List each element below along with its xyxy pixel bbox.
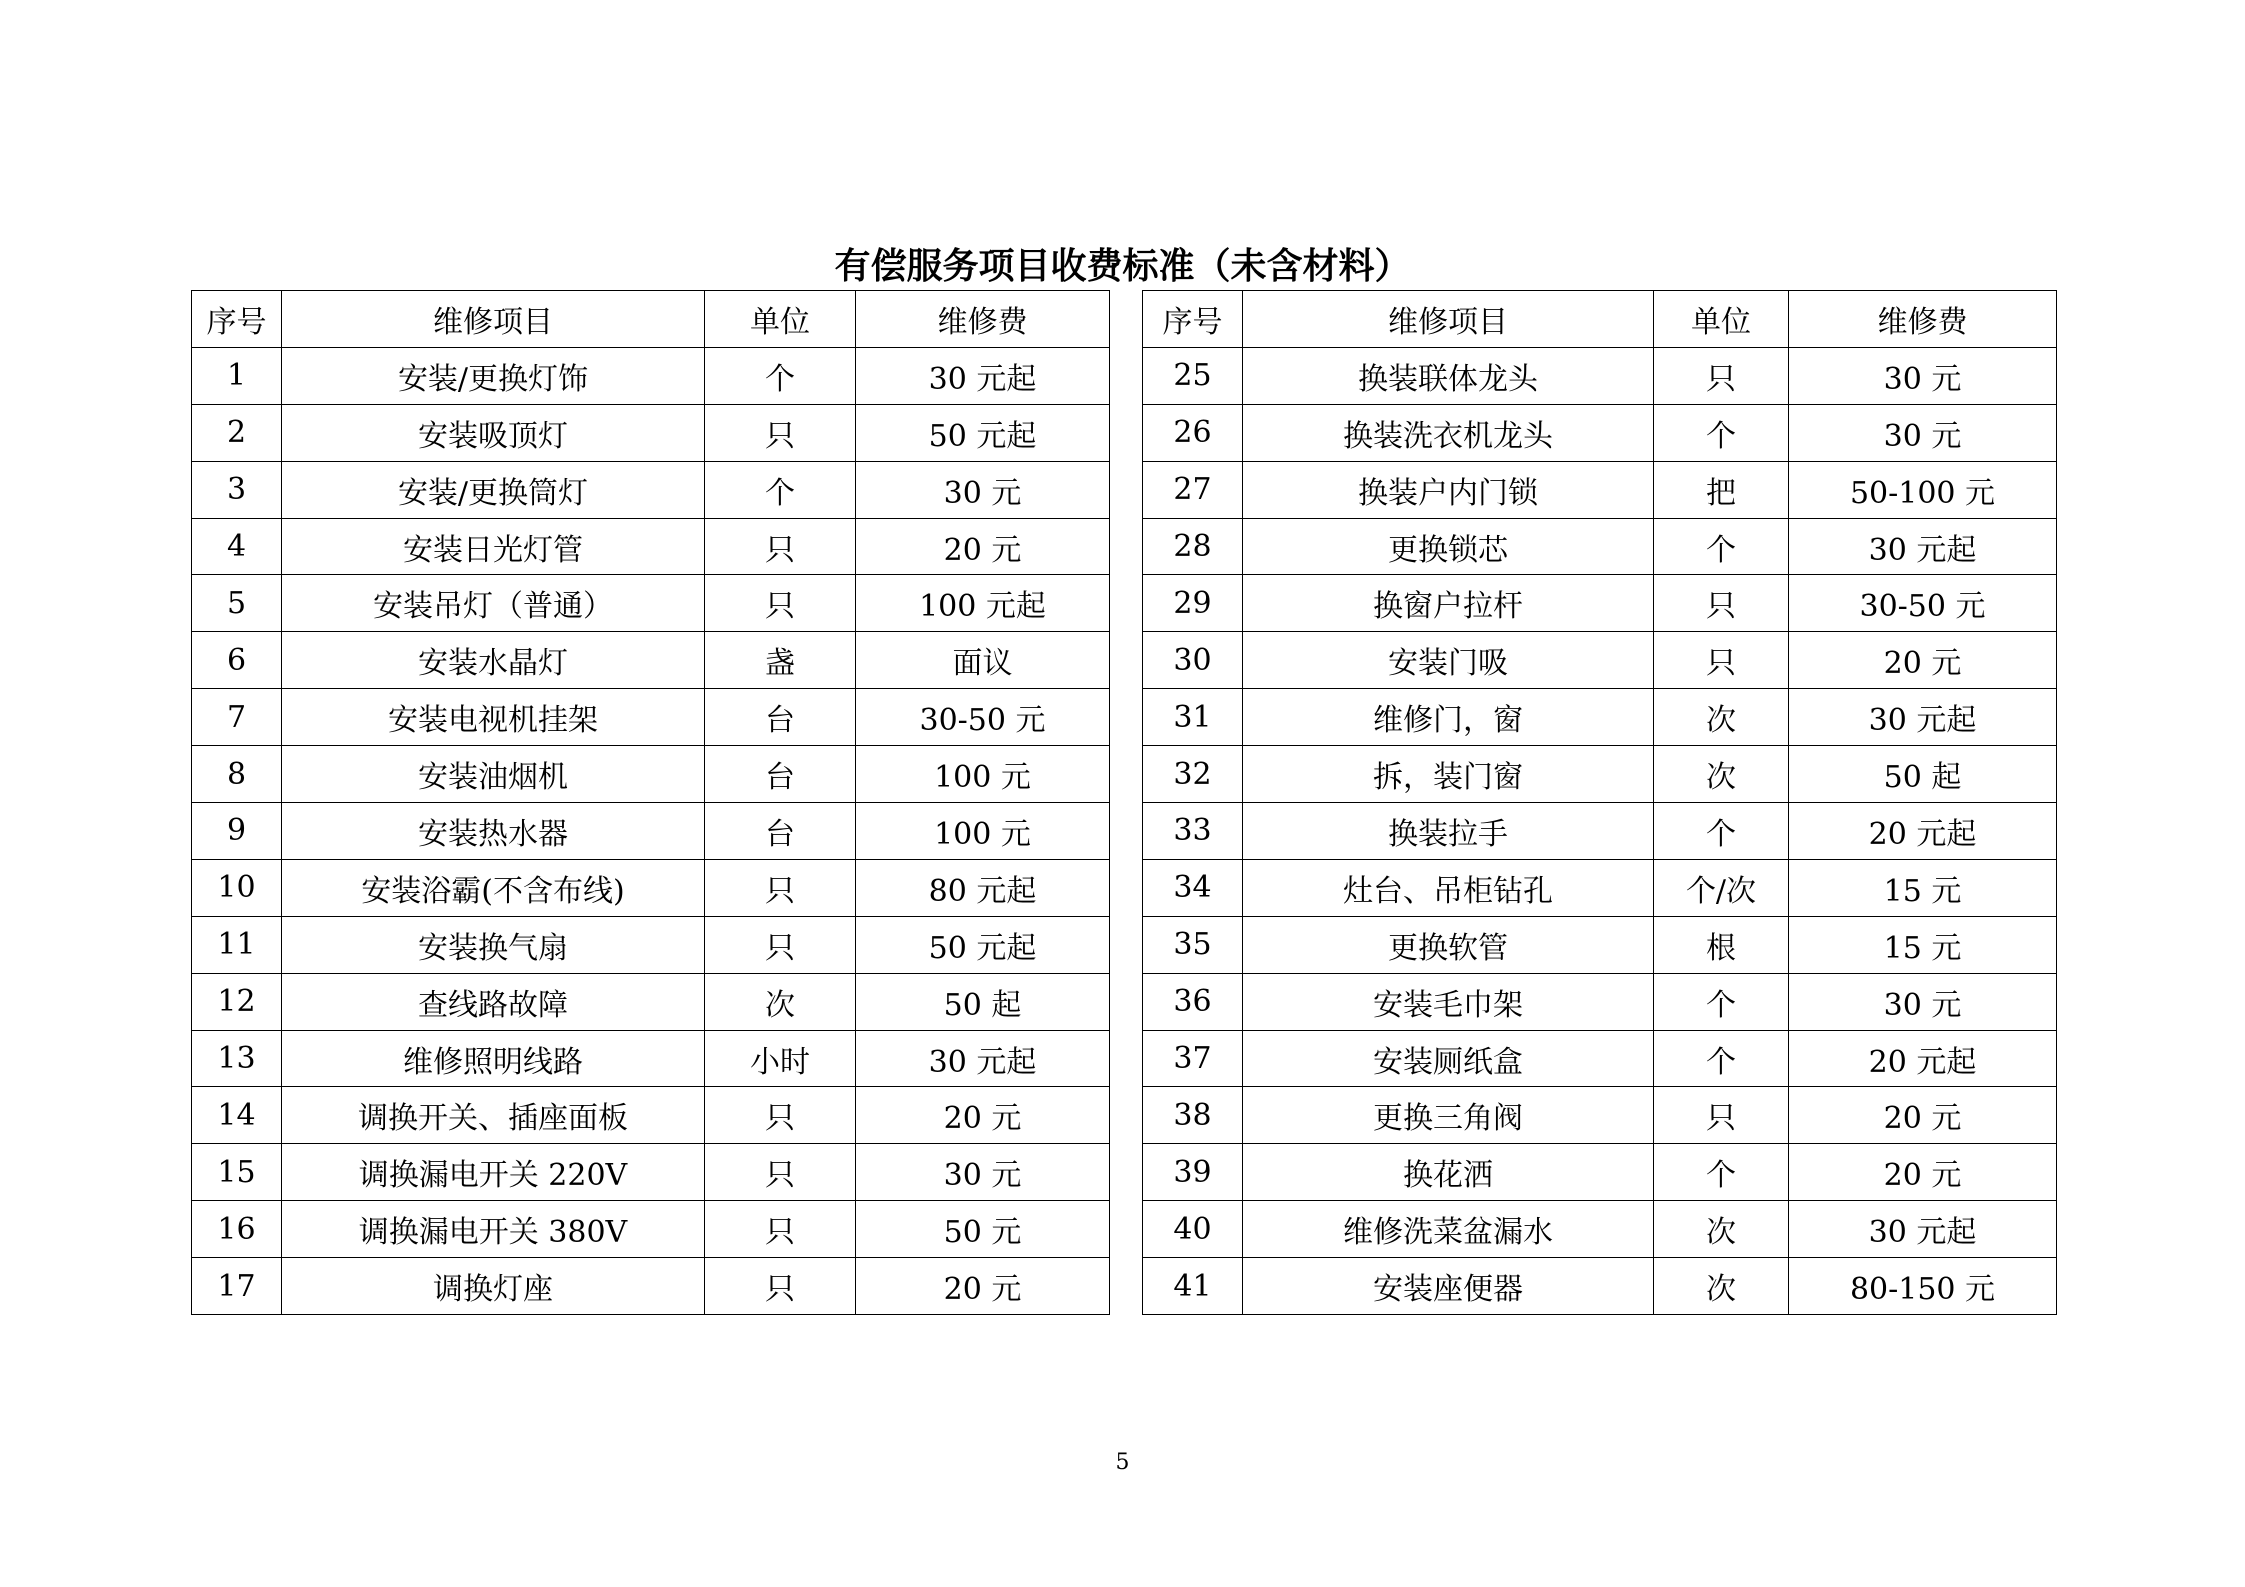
table-row: [192, 1258, 1110, 1315]
cell-item: 安装/更换筒灯: [282, 461, 705, 518]
cell-item: 更换锁芯: [1243, 518, 1654, 575]
cell-unit: 只: [1654, 1087, 1789, 1144]
table-row: [1143, 803, 2057, 860]
cell-fee: 30 元: [1789, 347, 2057, 404]
column-header-item: 维修项目: [1243, 291, 1654, 348]
cell-unit: 只: [705, 1087, 856, 1144]
cell-fee: 20 元起: [1789, 1030, 2057, 1087]
table-header-row: [1143, 291, 2057, 348]
column-header-index: 序号: [1143, 291, 1243, 348]
cell-unit: 把: [1654, 461, 1789, 518]
cell-fee: 20 元起: [1789, 803, 2057, 860]
cell-item: 维修门，窗: [1243, 689, 1654, 746]
cell-unit: 只: [1654, 347, 1789, 404]
cell-index: 11: [192, 916, 282, 973]
cell-fee: 30 元起: [856, 347, 1110, 404]
cell-fee: 30 元起: [856, 1030, 1110, 1087]
cell-unit: 次: [1654, 1258, 1789, 1315]
cell-index: 6: [192, 632, 282, 689]
cell-fee: 20 元: [1789, 632, 2057, 689]
cell-index: 37: [1143, 1030, 1243, 1087]
cell-unit: 个: [1654, 1030, 1789, 1087]
cell-fee: 20 元: [1789, 1087, 2057, 1144]
table-row: [192, 916, 1110, 973]
cell-fee: 80-150 元: [1789, 1258, 2057, 1315]
cell-unit: 个: [1654, 973, 1789, 1030]
cell-unit: 只: [705, 404, 856, 461]
cell-unit: 只: [705, 1258, 856, 1315]
cell-unit: 只: [1654, 632, 1789, 689]
table-row: [1143, 1087, 2057, 1144]
column-header-unit: 单位: [705, 291, 856, 348]
cell-fee: 30 元: [856, 461, 1110, 518]
cell-index: 32: [1143, 746, 1243, 803]
table-row: [1143, 347, 2057, 404]
cell-item: 安装油烟机: [282, 746, 705, 803]
table-row: [1143, 689, 2057, 746]
table-row: [1143, 859, 2057, 916]
cell-index: 7: [192, 689, 282, 746]
cell-item: 换装拉手: [1243, 803, 1654, 860]
cell-unit: 小时: [705, 1030, 856, 1087]
cell-item: 查线路故障: [282, 973, 705, 1030]
table-row: [192, 461, 1110, 518]
cell-unit: 台: [705, 803, 856, 860]
cell-item: 灶台、吊柜钻孔: [1243, 859, 1654, 916]
table-row: [1143, 1144, 2057, 1201]
cell-index: 27: [1143, 461, 1243, 518]
column-header-unit: 单位: [1654, 291, 1789, 348]
cell-item: 调换灯座: [282, 1258, 705, 1315]
cell-unit: 台: [705, 746, 856, 803]
cell-index: 40: [1143, 1201, 1243, 1258]
cell-index: 38: [1143, 1087, 1243, 1144]
table-row: [1143, 1201, 2057, 1258]
cell-index: 8: [192, 746, 282, 803]
cell-item: 安装毛巾架: [1243, 973, 1654, 1030]
cell-fee: 15 元: [1789, 916, 2057, 973]
cell-index: 15: [192, 1144, 282, 1201]
cell-item: 安装浴霸(不含布线): [282, 859, 705, 916]
cell-fee: 30 元: [1789, 973, 2057, 1030]
cell-fee: 30 元起: [1789, 1201, 2057, 1258]
cell-unit: 个: [705, 461, 856, 518]
table-row: [1143, 404, 2057, 461]
cell-item: 调换漏电开关 220V: [282, 1144, 705, 1201]
cell-index: 36: [1143, 973, 1243, 1030]
cell-fee: 30-50 元: [1789, 575, 2057, 632]
column-header-fee: 维修费: [856, 291, 1110, 348]
cell-index: 16: [192, 1201, 282, 1258]
cell-index: 35: [1143, 916, 1243, 973]
table-row: [192, 632, 1110, 689]
cell-item: 安装吸顶灯: [282, 404, 705, 461]
table-row: [1143, 461, 2057, 518]
cell-index: 17: [192, 1258, 282, 1315]
cell-fee: 30 元起: [1789, 689, 2057, 746]
cell-item: 安装/更换灯饰: [282, 347, 705, 404]
cell-index: 4: [192, 518, 282, 575]
cell-unit: 次: [705, 973, 856, 1030]
cell-unit: 只: [705, 518, 856, 575]
table-row: [192, 746, 1110, 803]
cell-item: 换装洗衣机龙头: [1243, 404, 1654, 461]
table-row: [192, 1144, 1110, 1201]
table-row: [1143, 1258, 2057, 1315]
cell-unit: 盏: [705, 632, 856, 689]
cell-fee: 30-50 元: [856, 689, 1110, 746]
cell-index: 2: [192, 404, 282, 461]
cell-unit: 个: [1654, 518, 1789, 575]
cell-unit: 个: [1654, 1144, 1789, 1201]
cell-fee: 50 起: [856, 973, 1110, 1030]
table-row: [192, 803, 1110, 860]
cell-item: 换装户内门锁: [1243, 461, 1654, 518]
cell-fee: 30 元: [1789, 404, 2057, 461]
table-row: [192, 859, 1110, 916]
cell-index: 10: [192, 859, 282, 916]
cell-unit: 次: [1654, 689, 1789, 746]
cell-unit: 只: [705, 859, 856, 916]
cell-index: 30: [1143, 632, 1243, 689]
column-header-fee: 维修费: [1789, 291, 2057, 348]
table-row: [192, 689, 1110, 746]
cell-fee: 100 元: [856, 746, 1110, 803]
cell-index: 12: [192, 973, 282, 1030]
cell-fee: 100 元: [856, 803, 1110, 860]
cell-index: 26: [1143, 404, 1243, 461]
cell-index: 13: [192, 1030, 282, 1087]
cell-fee: 50 元: [856, 1201, 1110, 1258]
cell-item: 调换漏电开关 380V: [282, 1201, 705, 1258]
cell-index: 9: [192, 803, 282, 860]
cell-unit: 根: [1654, 916, 1789, 973]
cell-fee: 30 元: [856, 1144, 1110, 1201]
cell-item: 调换开关、插座面板: [282, 1087, 705, 1144]
cell-index: 29: [1143, 575, 1243, 632]
table-row: [1143, 973, 2057, 1030]
cell-fee: 50 起: [1789, 746, 2057, 803]
column-header-item: 维修项目: [282, 291, 705, 348]
cell-item: 安装热水器: [282, 803, 705, 860]
cell-unit: 个/次: [1654, 859, 1789, 916]
cell-index: 34: [1143, 859, 1243, 916]
cell-item: 安装换气扇: [282, 916, 705, 973]
cell-index: 14: [192, 1087, 282, 1144]
cell-fee: 面议: [856, 632, 1110, 689]
table-row: [192, 575, 1110, 632]
cell-item: 更换三角阀: [1243, 1087, 1654, 1144]
page-number: 5: [1115, 1450, 1130, 1475]
cell-unit: 只: [705, 1144, 856, 1201]
cell-item: 拆，装门窗: [1243, 746, 1654, 803]
cell-item: 安装吊灯（普通）: [282, 575, 705, 632]
cell-fee: 30 元起: [1789, 518, 2057, 575]
cell-index: 3: [192, 461, 282, 518]
cell-item: 安装水晶灯: [282, 632, 705, 689]
column-header-index: 序号: [192, 291, 282, 348]
cell-unit: 台: [705, 689, 856, 746]
cell-item: 维修照明线路: [282, 1030, 705, 1087]
table-row: [192, 518, 1110, 575]
cell-item: 换装联体龙头: [1243, 347, 1654, 404]
cell-unit: 只: [705, 1201, 856, 1258]
cell-unit: 个: [1654, 404, 1789, 461]
cell-item: 更换软管: [1243, 916, 1654, 973]
cell-fee: 50-100 元: [1789, 461, 2057, 518]
table-header-row: [192, 291, 1110, 348]
cell-unit: 次: [1654, 1201, 1789, 1258]
cell-fee: 20 元: [1789, 1144, 2057, 1201]
fee-table-left: [191, 290, 1110, 1315]
cell-item: 换窗户拉杆: [1243, 575, 1654, 632]
table-row: [192, 973, 1110, 1030]
cell-fee: 20 元: [856, 518, 1110, 575]
cell-fee: 50 元起: [856, 916, 1110, 973]
table-row: [192, 1201, 1110, 1258]
cell-item: 安装座便器: [1243, 1258, 1654, 1315]
cell-unit: 只: [705, 916, 856, 973]
cell-fee: 20 元: [856, 1258, 1110, 1315]
cell-unit: 只: [705, 575, 856, 632]
table-row: [1143, 575, 2057, 632]
cell-item: 维修洗菜盆漏水: [1243, 1201, 1654, 1258]
table-row: [1143, 1030, 2057, 1087]
table-row: [192, 347, 1110, 404]
table-row: [192, 404, 1110, 461]
page-title: 有偿服务项目收费标准（未含材料）: [834, 246, 1411, 287]
cell-item: 安装门吸: [1243, 632, 1654, 689]
cell-item: 安装电视机挂架: [282, 689, 705, 746]
cell-fee: 20 元: [856, 1087, 1110, 1144]
table-row: [192, 1030, 1110, 1087]
cell-index: 39: [1143, 1144, 1243, 1201]
cell-index: 41: [1143, 1258, 1243, 1315]
cell-item: 换花洒: [1243, 1144, 1654, 1201]
cell-item: 安装日光灯管: [282, 518, 705, 575]
cell-unit: 次: [1654, 746, 1789, 803]
cell-unit: 个: [705, 347, 856, 404]
table-row: [1143, 916, 2057, 973]
cell-unit: 只: [1654, 575, 1789, 632]
cell-fee: 80 元起: [856, 859, 1110, 916]
cell-item: 安装厕纸盒: [1243, 1030, 1654, 1087]
table-row: [1143, 746, 2057, 803]
fee-table-right: [1142, 290, 2057, 1315]
cell-index: 25: [1143, 347, 1243, 404]
table-row: [192, 1087, 1110, 1144]
cell-index: 1: [192, 347, 282, 404]
cell-fee: 15 元: [1789, 859, 2057, 916]
cell-index: 28: [1143, 518, 1243, 575]
cell-index: 31: [1143, 689, 1243, 746]
cell-fee: 50 元起: [856, 404, 1110, 461]
cell-index: 33: [1143, 803, 1243, 860]
table-row: [1143, 632, 2057, 689]
cell-unit: 个: [1654, 803, 1789, 860]
cell-fee: 100 元起: [856, 575, 1110, 632]
table-row: [1143, 518, 2057, 575]
cell-index: 5: [192, 575, 282, 632]
